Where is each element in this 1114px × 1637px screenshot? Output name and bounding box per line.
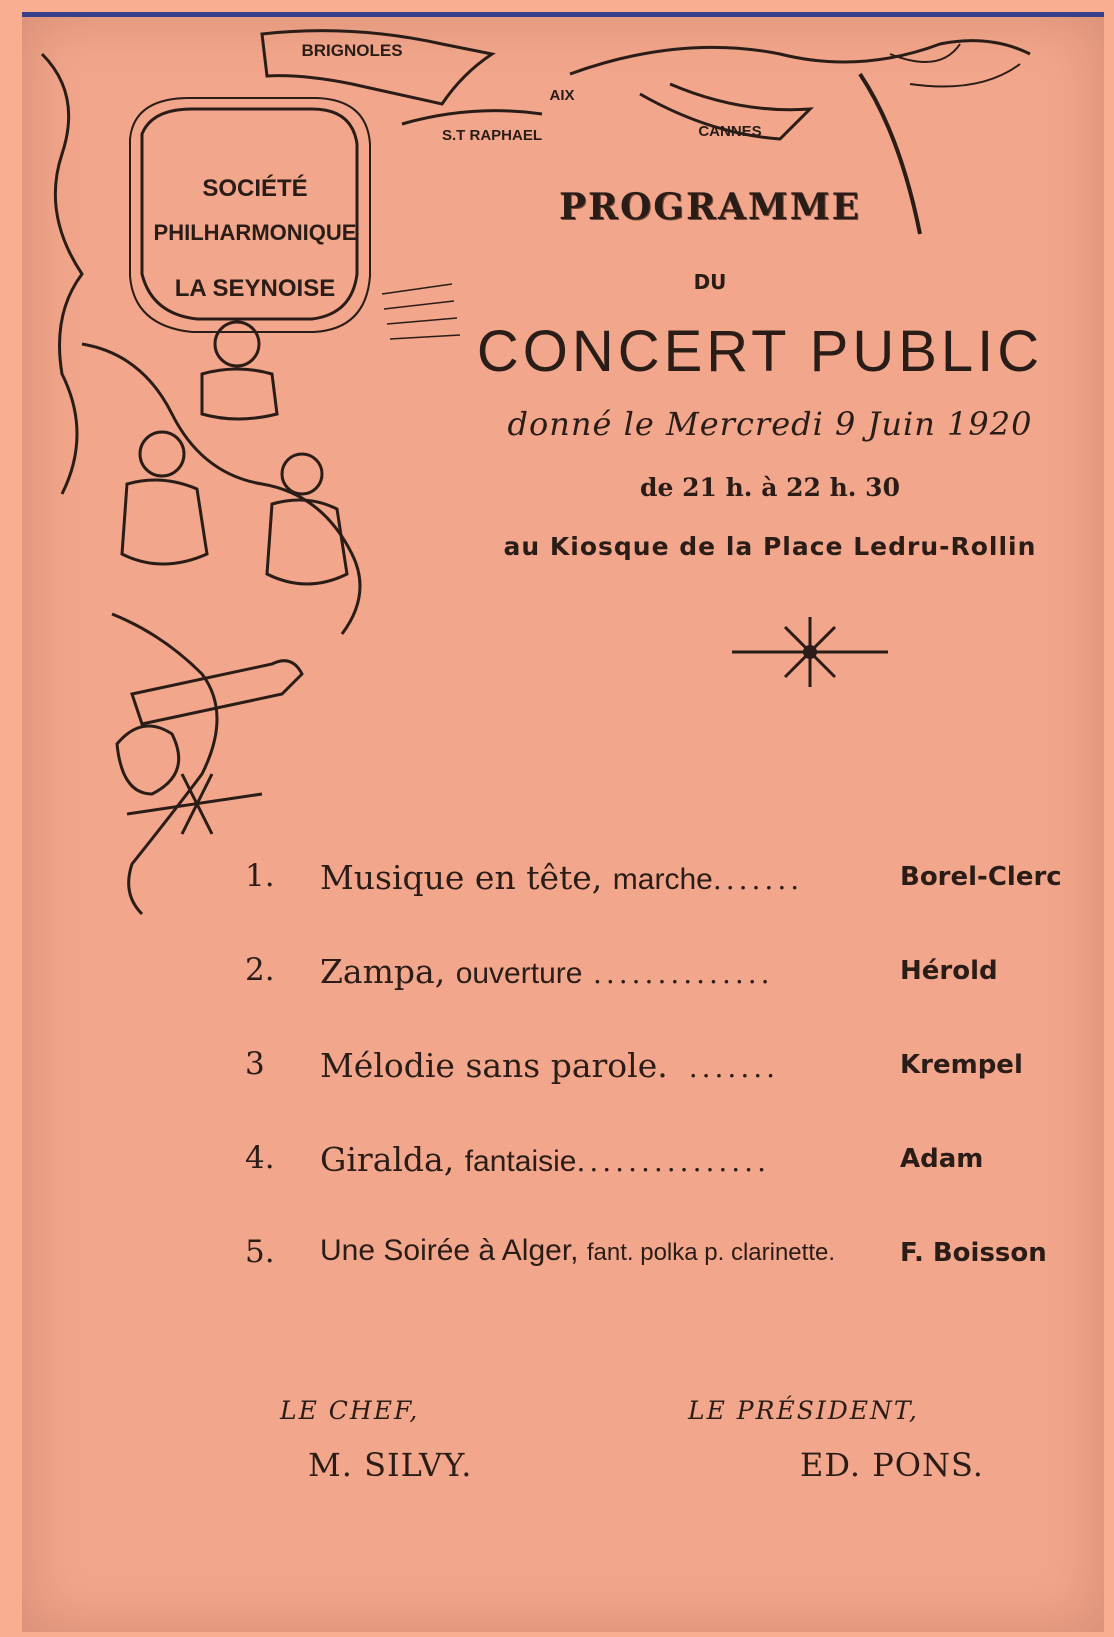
item-number: 2.: [245, 952, 275, 988]
item-dots: ..............: [592, 957, 774, 990]
item-title: Mélodie sans parole. .......: [320, 1046, 780, 1085]
banner-st-raphael: S.T RAPHAEL: [441, 127, 543, 144]
du-label: DU: [693, 270, 727, 294]
emblem-line2: PHILHARMONIQUE: [153, 220, 357, 245]
list-item: [245, 1046, 1085, 1140]
item-composer: Adam: [900, 1144, 984, 1174]
item-title: Une Soirée à Alger, fant. polka p. clarinette.: [320, 1234, 836, 1267]
banner-aix: AIX: [549, 87, 575, 104]
item-composer: F. Boisson: [900, 1238, 1047, 1268]
item-composer: Hérold: [900, 956, 998, 986]
concert-date: donné le Mercredi 9 Juin 1920: [507, 405, 1033, 443]
item-composer: Borel-Clerc: [900, 862, 1062, 892]
list-item: [245, 858, 1085, 952]
item-title: Musique en tête, marche.......: [320, 858, 804, 897]
banner-brignoles: BRIGNOLES: [301, 41, 403, 60]
concert-place: au Kiosque de la Place Ledru-Rollin: [503, 532, 1037, 561]
item-title: Zampa, ouverture ..............: [320, 952, 774, 991]
emblem-line3: LA SEYNOISE: [174, 275, 336, 302]
item-number: 1.: [245, 858, 275, 894]
chef-label: LE CHEF,: [280, 1396, 420, 1425]
item-composer: Krempel: [900, 1050, 1023, 1080]
item-number: 5.: [245, 1234, 275, 1270]
programme-list: [245, 858, 1085, 1328]
item-title: Giralda, fantaisie...............: [320, 1140, 770, 1179]
item-number: 3: [245, 1046, 265, 1082]
concert-hours: de 21 h. à 22 h. 30: [640, 473, 900, 502]
list-item: [245, 952, 1085, 1046]
concert-heading: CONCERT PUBLIC: [476, 319, 1044, 384]
item-dots: ...............: [576, 1145, 770, 1178]
programme-title: PROGRAMME: [558, 186, 862, 228]
emblem-line1: SOCIÉTÉ: [202, 175, 308, 202]
banner-cannes: CANNES: [698, 123, 762, 140]
president-name: ED. PONS.: [800, 1446, 984, 1484]
item-dots: .......: [688, 1051, 780, 1084]
list-item: [245, 1234, 1085, 1328]
item-number: 4.: [245, 1140, 275, 1176]
star-divider-icon: [730, 612, 890, 692]
item-dots: .......: [712, 863, 804, 896]
chef-name: M. SILVY.: [308, 1446, 473, 1484]
list-item: [245, 1140, 1085, 1234]
president-label: LE PRÉSIDENT,: [688, 1396, 919, 1425]
